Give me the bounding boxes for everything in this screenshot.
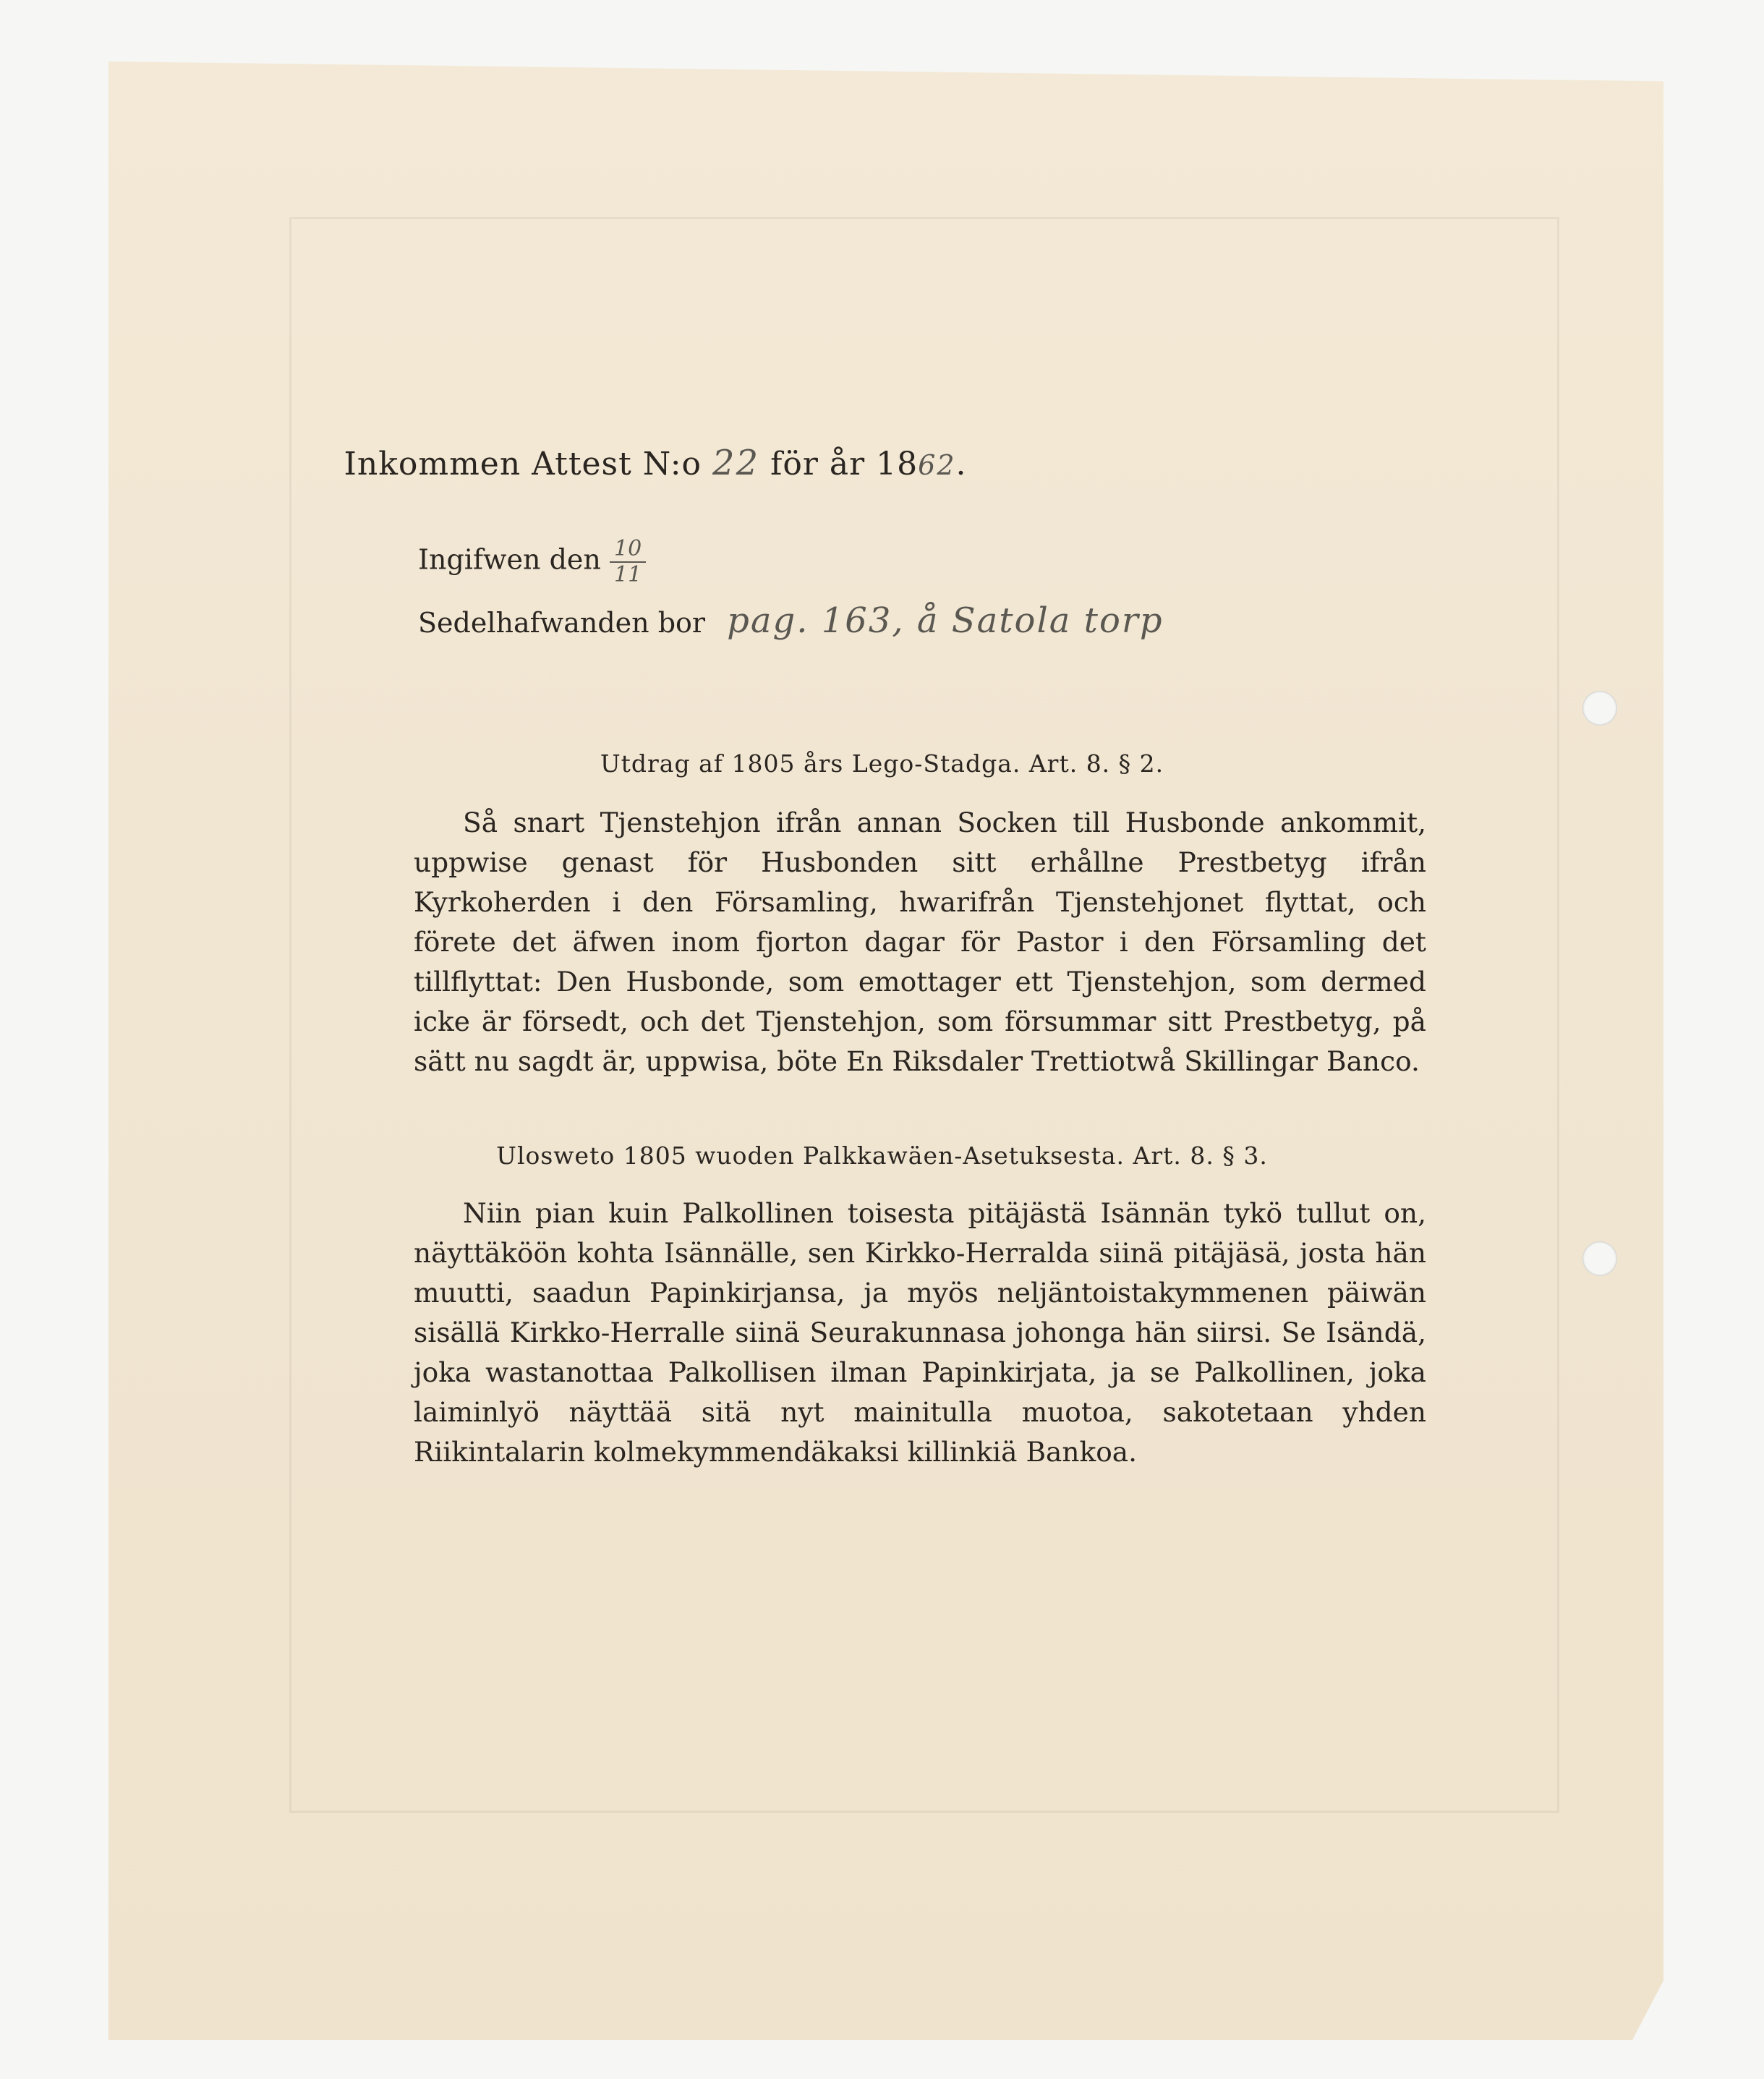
ingifwen-label: Ingifwen den [418, 543, 601, 576]
punch-hole-upper [1582, 691, 1617, 726]
sedelhafwanden-label: Sedelhafwanden bor [418, 607, 706, 639]
year-suffix: 62 [918, 449, 956, 481]
ingifwen-month: 11 [613, 562, 642, 587]
ingifwen-row [418, 537, 646, 587]
title-middle: för år 18 [770, 446, 919, 482]
finnish-heading: Ulosweto 1805 wuoden Palkkawäen-Asetuksesta. Art. 8. § 3. [496, 1141, 1268, 1170]
title-end: . [955, 446, 967, 482]
finnish-paragraph: Niin pian kuin Palkollinen toisesta pitäjästä Isännän tykö tullut on, näyttäköön kohta Isännälle, sen Kirkko-Herralda siinä pitäjäsä, josta hän muutti, saadun Papinkirjansa, ja myös neljäntoistakymmenen päiwän sisällä Kirkko-Herralle siinä Seurakunnasa johonga hän siirsi. Se Isändä, joka wastanottaa Palkollisen ilman Papinkirjata, ja se Palkollinen, joka laiminlyö näyttää sitä nyt mainitulla muotoa, sakotetaan yhden Riikintalarin kolmekymmendäkaksi killinkiä Bankoa. [414, 1197, 1426, 1468]
sedelhafwanden-value: pag. 163, å Satola torp [727, 600, 1164, 641]
title-prefix: Inkommen Attest N:o [344, 446, 702, 482]
attest-number: 22 [712, 443, 760, 483]
punch-hole-lower [1582, 1241, 1617, 1276]
ingifwen-day: 10 [610, 537, 646, 563]
swedish-paragraph: Så snart Tjenstehjon ifrån annan Socken till Husbonde ankommit, uppwise genast för Husbonden sitt erhållne Prestbetyg ifrån Kyrkoherden i den Församling, hwarifrån Tjenstehjonet flyttat, och förete det äfwen inom fjorton dagar för Pastor i den Församling det tillflyttat: Den Husbonde, som emottager ett Tjenstehjon, som dermed icke är försedt, och det Tjenstehjon, som försummar sitt Prestbetyg, på sätt nu sagdt är, uppwisa, böte En Riksdaler Trettiotwå Skillingar Banco. [414, 807, 1426, 1077]
sedelhafwanden-row [418, 600, 1164, 641]
swedish-heading: Utdrag af 1805 års Lego-Stadga. Art. 8. § 2. [600, 749, 1164, 778]
ingifwen-date [610, 537, 646, 587]
document-title [0, 443, 1311, 483]
